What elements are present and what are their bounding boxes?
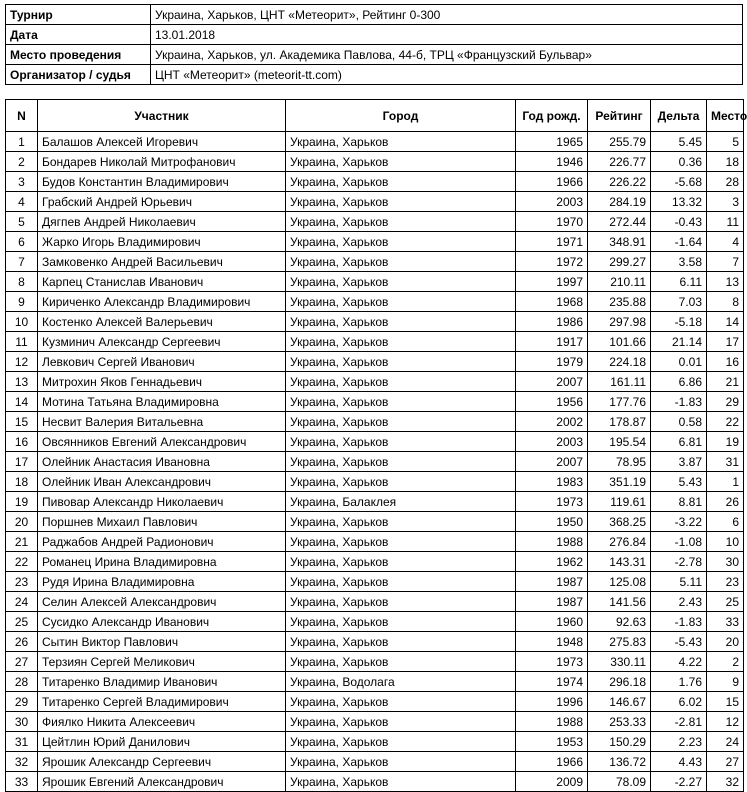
table-row [6, 652, 744, 672]
cell-birth-year: 1960 [516, 612, 588, 632]
cell-delta: -1.83 [651, 392, 707, 412]
cell-number: 23 [6, 572, 38, 592]
cell-city: Украина, Харьков [286, 432, 516, 452]
cell-place: 21 [707, 372, 744, 392]
cell-number: 30 [6, 712, 38, 732]
cell-rating: 178.87 [588, 412, 651, 432]
cell-place: 31 [707, 452, 744, 472]
cell-birth-year: 1988 [516, 532, 588, 552]
cell-birth-year: 1972 [516, 252, 588, 272]
cell-delta: 21.14 [651, 332, 707, 352]
cell-place: 10 [707, 532, 744, 552]
cell-number: 7 [6, 252, 38, 272]
table-header-row [6, 100, 744, 132]
cell-birth-year: 2007 [516, 452, 588, 472]
cell-participant: Титаренко Владимир Иванович [38, 672, 286, 692]
cell-number: 5 [6, 212, 38, 232]
column-header-rating: Рейтинг [588, 100, 651, 132]
cell-place: 14 [707, 312, 744, 332]
cell-birth-year: 1962 [516, 552, 588, 572]
info-label: Место проведения [6, 45, 151, 65]
cell-number: 24 [6, 592, 38, 612]
info-label: Дата [6, 25, 151, 45]
cell-number: 28 [6, 672, 38, 692]
cell-city: Украина, Харьков [286, 292, 516, 312]
cell-number: 31 [6, 732, 38, 752]
cell-birth-year: 1956 [516, 392, 588, 412]
cell-rating: 78.95 [588, 452, 651, 472]
results-body [6, 132, 744, 792]
cell-city: Украина, Харьков [286, 752, 516, 772]
cell-number: 22 [6, 552, 38, 572]
cell-city: Украина, Харьков [286, 592, 516, 612]
cell-rating: 195.54 [588, 432, 651, 452]
cell-delta: 2.23 [651, 732, 707, 752]
cell-rating: 146.67 [588, 692, 651, 712]
cell-city: Украина, Харьков [286, 152, 516, 172]
cell-delta: -3.22 [651, 512, 707, 532]
cell-city: Украина, Харьков [286, 552, 516, 572]
info-label: Организатор / судья [6, 65, 151, 85]
cell-birth-year: 1987 [516, 572, 588, 592]
cell-birth-year: 1953 [516, 732, 588, 752]
cell-city: Украина, Харьков [286, 272, 516, 292]
cell-rating: 348.91 [588, 232, 651, 252]
cell-birth-year: 1948 [516, 632, 588, 652]
cell-place: 7 [707, 252, 744, 272]
table-row [6, 232, 744, 252]
info-row [6, 25, 743, 45]
cell-city: Украина, Харьков [286, 412, 516, 432]
cell-participant: Жарко Игорь Владимирович [38, 232, 286, 252]
table-row [6, 532, 744, 552]
cell-place: 32 [707, 772, 744, 792]
table-row [6, 712, 744, 732]
cell-city: Украина, Харьков [286, 392, 516, 412]
cell-birth-year: 1979 [516, 352, 588, 372]
cell-city: Украина, Харьков [286, 312, 516, 332]
cell-city: Украина, Харьков [286, 772, 516, 792]
info-label: Турнир [6, 5, 151, 25]
table-row [6, 772, 744, 792]
cell-rating: 226.77 [588, 152, 651, 172]
cell-place: 3 [707, 192, 744, 212]
cell-participant: Ярошик Евгений Александрович [38, 772, 286, 792]
table-row [6, 152, 744, 172]
cell-participant: Несвит Валерия Витальевна [38, 412, 286, 432]
cell-participant: Костенко Алексей Валерьевич [38, 312, 286, 332]
table-row [6, 252, 744, 272]
cell-rating: 255.79 [588, 132, 651, 152]
cell-participant: Фиялко Никита Алексеевич [38, 712, 286, 732]
table-row [6, 312, 744, 332]
column-header-place: Место [707, 100, 744, 132]
cell-city: Украина, Харьков [286, 132, 516, 152]
cell-rating: 101.66 [588, 332, 651, 352]
cell-participant: Олейник Анастасия Ивановна [38, 452, 286, 472]
cell-place: 8 [707, 292, 744, 312]
cell-number: 27 [6, 652, 38, 672]
cell-place: 13 [707, 272, 744, 292]
cell-delta: 4.22 [651, 652, 707, 672]
info-value: Украина, Харьков, ЦНТ «Метеорит», Рейтинг 0-300 [151, 5, 743, 25]
cell-rating: 92.63 [588, 612, 651, 632]
cell-place: 29 [707, 392, 744, 412]
cell-number: 16 [6, 432, 38, 452]
cell-birth-year: 1974 [516, 672, 588, 692]
table-row [6, 392, 744, 412]
cell-city: Украина, Харьков [286, 452, 516, 472]
column-header-birth-year: Год рожд. [516, 100, 588, 132]
cell-city: Украина, Харьков [286, 572, 516, 592]
cell-city: Украина, Харьков [286, 192, 516, 212]
cell-delta: 0.01 [651, 352, 707, 372]
cell-participant: Кириченко Александр Владимирович [38, 292, 286, 312]
table-row [6, 292, 744, 312]
cell-place: 24 [707, 732, 744, 752]
cell-place: 28 [707, 172, 744, 192]
cell-place: 33 [707, 612, 744, 632]
cell-delta: -1.64 [651, 232, 707, 252]
cell-city: Украина, Харьков [286, 172, 516, 192]
cell-participant: Замковенко Андрей Васильевич [38, 252, 286, 272]
cell-place: 30 [707, 552, 744, 572]
table-row [6, 452, 744, 472]
cell-delta: 5.11 [651, 572, 707, 592]
cell-participant: Будов Константин Владимирович [38, 172, 286, 192]
cell-birth-year: 1950 [516, 512, 588, 532]
cell-number: 3 [6, 172, 38, 192]
cell-delta: 0.36 [651, 152, 707, 172]
cell-delta: 5.45 [651, 132, 707, 152]
table-row [6, 172, 744, 192]
cell-rating: 299.27 [588, 252, 651, 272]
cell-delta: -2.81 [651, 712, 707, 732]
cell-participant: Цейтлин Юрий Данилович [38, 732, 286, 752]
cell-participant: Раджабов Андрей Радионович [38, 532, 286, 552]
cell-birth-year: 1970 [516, 212, 588, 232]
cell-rating: 125.08 [588, 572, 651, 592]
cell-delta: -1.83 [651, 612, 707, 632]
info-value: 13.01.2018 [151, 25, 743, 45]
cell-rating: 226.22 [588, 172, 651, 192]
cell-number: 13 [6, 372, 38, 392]
column-header-participant: Участник [38, 100, 286, 132]
cell-place: 16 [707, 352, 744, 372]
cell-number: 2 [6, 152, 38, 172]
cell-city: Украина, Харьков [286, 212, 516, 232]
cell-rating: 235.88 [588, 292, 651, 312]
cell-rating: 119.61 [588, 492, 651, 512]
cell-birth-year: 1986 [516, 312, 588, 332]
cell-rating: 150.29 [588, 732, 651, 752]
cell-number: 25 [6, 612, 38, 632]
cell-number: 6 [6, 232, 38, 252]
cell-city: Украина, Харьков [286, 712, 516, 732]
cell-rating: 161.11 [588, 372, 651, 392]
cell-delta: 2.43 [651, 592, 707, 612]
cell-number: 10 [6, 312, 38, 332]
cell-place: 20 [707, 632, 744, 652]
cell-delta: 5.43 [651, 472, 707, 492]
cell-delta: 3.87 [651, 452, 707, 472]
cell-participant: Сытин Виктор Павлович [38, 632, 286, 652]
cell-delta: -2.78 [651, 552, 707, 572]
table-row [6, 512, 744, 532]
cell-participant: Левкович Сергей Иванович [38, 352, 286, 372]
table-row [6, 352, 744, 372]
cell-participant: Грабский Андрей Юрьевич [38, 192, 286, 212]
cell-participant: Сусидко Александр Иванович [38, 612, 286, 632]
table-row [6, 612, 744, 632]
info-value: ЦНТ «Метеорит» (meteorit-tt.com) [151, 65, 743, 85]
cell-place: 2 [707, 652, 744, 672]
cell-delta: 6.86 [651, 372, 707, 392]
cell-delta: 7.03 [651, 292, 707, 312]
cell-number: 11 [6, 332, 38, 352]
cell-participant: Титаренко Сергей Владимирович [38, 692, 286, 712]
table-row [6, 192, 744, 212]
cell-place: 11 [707, 212, 744, 232]
cell-rating: 368.25 [588, 512, 651, 532]
table-row [6, 752, 744, 772]
cell-number: 9 [6, 292, 38, 312]
cell-participant: Митрохин Яков Геннадьевич [38, 372, 286, 392]
cell-rating: 351.19 [588, 472, 651, 492]
cell-rating: 296.18 [588, 672, 651, 692]
cell-number: 15 [6, 412, 38, 432]
cell-place: 12 [707, 712, 744, 732]
cell-participant: Терзиян Сергей Меликович [38, 652, 286, 672]
table-row [6, 672, 744, 692]
cell-place: 18 [707, 152, 744, 172]
cell-delta: 13.32 [651, 192, 707, 212]
table-row [6, 732, 744, 752]
cell-delta: -1.08 [651, 532, 707, 552]
cell-number: 12 [6, 352, 38, 372]
column-header-number: N [6, 100, 38, 132]
cell-birth-year: 1996 [516, 692, 588, 712]
table-row [6, 132, 744, 152]
cell-delta: 6.81 [651, 432, 707, 452]
cell-rating: 272.44 [588, 212, 651, 232]
cell-rating: 143.31 [588, 552, 651, 572]
cell-number: 14 [6, 392, 38, 412]
cell-participant: Ярошик Александр Сергеевич [38, 752, 286, 772]
cell-rating: 141.56 [588, 592, 651, 612]
cell-delta: 0.58 [651, 412, 707, 432]
cell-city: Украина, Харьков [286, 632, 516, 652]
cell-place: 1 [707, 472, 744, 492]
cell-participant: Мотина Татьяна Владимировна [38, 392, 286, 412]
cell-rating: 276.84 [588, 532, 651, 552]
cell-city: Украина, Балаклея [286, 492, 516, 512]
cell-birth-year: 1965 [516, 132, 588, 152]
cell-birth-year: 1987 [516, 592, 588, 612]
cell-birth-year: 1983 [516, 472, 588, 492]
cell-participant: Карпец Станислав Иванович [38, 272, 286, 292]
cell-delta: 4.43 [651, 752, 707, 772]
cell-participant: Балашов Алексей Игоревич [38, 132, 286, 152]
table-row [6, 412, 744, 432]
cell-participant: Селин Алексей Александрович [38, 592, 286, 612]
cell-birth-year: 2009 [516, 772, 588, 792]
cell-rating: 224.18 [588, 352, 651, 372]
cell-birth-year: 1946 [516, 152, 588, 172]
cell-birth-year: 1973 [516, 652, 588, 672]
table-row [6, 212, 744, 232]
cell-number: 20 [6, 512, 38, 532]
cell-participant: Олейник Иван Александрович [38, 472, 286, 492]
table-row [6, 632, 744, 652]
cell-city: Украина, Харьков [286, 352, 516, 372]
cell-delta: 1.76 [651, 672, 707, 692]
cell-participant: Поршнев Михаил Павлович [38, 512, 286, 532]
cell-rating: 297.98 [588, 312, 651, 332]
table-row [6, 432, 744, 452]
cell-city: Украина, Харьков [286, 472, 516, 492]
table-row [6, 372, 744, 392]
cell-city: Украина, Харьков [286, 612, 516, 632]
table-row [6, 692, 744, 712]
cell-birth-year: 1917 [516, 332, 588, 352]
cell-birth-year: 2003 [516, 432, 588, 452]
cell-delta: -2.27 [651, 772, 707, 792]
cell-rating: 275.83 [588, 632, 651, 652]
table-row [6, 492, 744, 512]
cell-place: 22 [707, 412, 744, 432]
cell-birth-year: 2007 [516, 372, 588, 392]
cell-place: 17 [707, 332, 744, 352]
cell-city: Украина, Харьков [286, 512, 516, 532]
cell-participant: Кузминич Александр Сергеевич [38, 332, 286, 352]
cell-place: 19 [707, 432, 744, 452]
cell-delta: -5.43 [651, 632, 707, 652]
table-row [6, 572, 744, 592]
cell-birth-year: 2003 [516, 192, 588, 212]
cell-city: Украина, Харьков [286, 332, 516, 352]
cell-number: 29 [6, 692, 38, 712]
cell-place: 6 [707, 512, 744, 532]
cell-rating: 330.11 [588, 652, 651, 672]
cell-delta: 6.11 [651, 272, 707, 292]
results-table [5, 99, 747, 792]
cell-rating: 78.09 [588, 772, 651, 792]
cell-birth-year: 1997 [516, 272, 588, 292]
cell-participant: Романец Ирина Владимировна [38, 552, 286, 572]
cell-place: 15 [707, 692, 744, 712]
table-row [6, 272, 744, 292]
cell-city: Украина, Харьков [286, 732, 516, 752]
cell-number: 26 [6, 632, 38, 652]
table-row [6, 332, 744, 352]
cell-place: 23 [707, 572, 744, 592]
cell-place: 25 [707, 592, 744, 612]
cell-birth-year: 1973 [516, 492, 588, 512]
cell-city: Украина, Харьков [286, 252, 516, 272]
table-row [6, 592, 744, 612]
cell-rating: 177.76 [588, 392, 651, 412]
cell-participant: Бондарев Николай Митрофанович [38, 152, 286, 172]
cell-delta: 3.58 [651, 252, 707, 272]
cell-delta: -5.18 [651, 312, 707, 332]
cell-number: 1 [6, 132, 38, 152]
cell-city: Украина, Харьков [286, 372, 516, 392]
cell-city: Украина, Харьков [286, 232, 516, 252]
info-row [6, 65, 743, 85]
tournament-info-table [5, 4, 743, 85]
cell-number: 32 [6, 752, 38, 772]
cell-city: Украина, Харьков [286, 652, 516, 672]
cell-city: Украина, Водолага [286, 672, 516, 692]
cell-place: 4 [707, 232, 744, 252]
cell-delta: 6.02 [651, 692, 707, 712]
tournament-info-body [6, 5, 743, 85]
cell-participant: Рудя Ирина Владимировна [38, 572, 286, 592]
cell-city: Украина, Харьков [286, 532, 516, 552]
cell-delta: -5.68 [651, 172, 707, 192]
cell-place: 27 [707, 752, 744, 772]
cell-birth-year: 1988 [516, 712, 588, 732]
cell-birth-year: 2002 [516, 412, 588, 432]
cell-number: 18 [6, 472, 38, 492]
column-header-city: Город [286, 100, 516, 132]
table-row [6, 472, 744, 492]
cell-number: 19 [6, 492, 38, 512]
cell-number: 4 [6, 192, 38, 212]
cell-city: Украина, Харьков [286, 692, 516, 712]
cell-rating: 253.33 [588, 712, 651, 732]
cell-delta: -0.43 [651, 212, 707, 232]
cell-delta: 8.81 [651, 492, 707, 512]
info-row [6, 5, 743, 25]
cell-birth-year: 1966 [516, 752, 588, 772]
cell-participant: Пивовар Александр Николаевич [38, 492, 286, 512]
cell-participant: Дягпев Андрей Николаевич [38, 212, 286, 232]
cell-number: 33 [6, 772, 38, 792]
table-row [6, 552, 744, 572]
info-row [6, 45, 743, 65]
cell-rating: 136.72 [588, 752, 651, 772]
cell-number: 17 [6, 452, 38, 472]
cell-number: 21 [6, 532, 38, 552]
cell-birth-year: 1968 [516, 292, 588, 312]
cell-place: 26 [707, 492, 744, 512]
cell-number: 8 [6, 272, 38, 292]
info-value: Украина, Харьков, ул. Академика Павлова, 44-б, ТРЦ «Французский Бульвар» [151, 45, 743, 65]
cell-rating: 210.11 [588, 272, 651, 292]
cell-participant: Овсянников Евгений Александрович [38, 432, 286, 452]
column-header-delta: Дельта [651, 100, 707, 132]
cell-birth-year: 1971 [516, 232, 588, 252]
cell-place: 5 [707, 132, 744, 152]
cell-birth-year: 1966 [516, 172, 588, 192]
cell-place: 9 [707, 672, 744, 692]
cell-rating: 284.19 [588, 192, 651, 212]
